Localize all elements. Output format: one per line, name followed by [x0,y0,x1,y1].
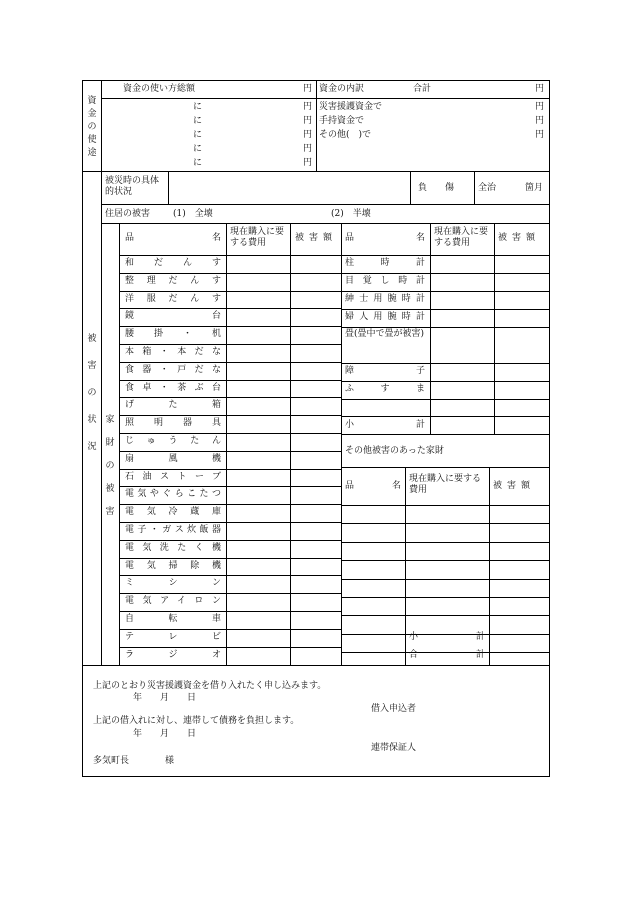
col-line [474,171,475,204]
row-line [119,344,341,345]
row-line [341,523,549,524]
house-damage-label: 住居の被害 [105,209,151,219]
right-subtotal-label [345,420,425,431]
left-item-name: 電気アイロン [125,596,221,607]
col-cost-header: 現在購入に要する費用 [434,227,489,248]
left-item-name: テレビ [125,631,221,642]
left-item-name: 扇風機 [125,453,221,464]
row-line [119,273,341,274]
left-item-label [125,614,221,625]
other-items-label: その他被害のあった家財 [345,446,444,456]
usage-yen: 円 [303,158,313,168]
left-item-label [125,294,221,305]
left-item-name: 電気掃除機 [125,560,221,571]
usage-yen: 円 [303,116,313,126]
usage-ni: に [193,158,203,168]
left-item-label [125,596,221,607]
row-line [119,380,341,381]
household-side-label: 家財の被害 [105,415,115,517]
left-item-label [125,650,221,661]
left-item-name: 照明器具 [125,418,221,429]
guarantee-statement: 上記の借入れに対し、連帯して債務を負担します。 [93,716,300,726]
row-line [341,467,549,468]
row-line [341,597,549,598]
col-cost-header: 現在購入に要する費用 [409,474,482,495]
situation-label: 被災時の具体的状況 [105,176,160,197]
row-line [341,291,549,292]
usage-yen: 円 [303,144,313,154]
breakdown-total-yen: 円 [535,84,545,94]
right-item-label [345,384,425,395]
usage-total-yen: 円 [303,84,313,94]
right-item-label [345,366,425,377]
side-label-divider [101,81,102,171]
col-line [405,467,406,665]
right-item-name: 婦人用腕時計 [345,312,425,322]
row-line [341,560,549,561]
left-item-label [125,383,221,394]
col-line [119,223,120,665]
months-label: 箇月 [525,183,544,193]
left-item-name: 整理だんす [125,275,221,286]
left-item-label [125,454,221,465]
row-line [119,486,341,487]
usage-total-label: 資金の使い方総額 [123,84,196,94]
left-item-name: 食卓・茶ぶ台 [125,382,221,393]
row-line [341,579,549,580]
col-damage-header: 被害額 [498,233,541,243]
row-line [119,540,341,541]
right-item-label [345,312,425,323]
right-item-name: 目覚し時計 [345,276,425,286]
row-line [119,522,341,523]
left-item-name: 自転車 [125,614,221,624]
left-item-label [125,276,221,287]
loan-application-form [82,80,550,777]
breakdown-total-label: 合計 [413,84,432,94]
applicant-label: 借入申込者 [371,704,417,714]
row-line [119,575,341,576]
col-cost-header: 現在購入に要する費用 [230,227,285,248]
row-line [101,223,549,224]
breakdown-yen: 円 [535,102,545,112]
left-item-label [125,507,221,518]
row-line [341,434,549,435]
row-line [341,381,549,382]
recovery-label: 全治 [478,183,497,193]
left-item-label [125,311,221,322]
right-item-name: ふすま [345,384,425,394]
left-item-label [125,329,221,340]
row-line [341,416,549,417]
usage-ni: に [193,102,203,112]
col-line [168,171,169,204]
col-line [226,223,227,665]
left-item-label [125,365,221,376]
row-line [119,558,341,559]
left-item-name: 石油ストーブ [125,471,221,482]
side-label-divider [101,171,102,665]
row-line [119,504,341,505]
row-line [119,326,341,327]
breakdown-item: 手持資金で [319,116,365,126]
row-line [119,362,341,363]
funds-header-line [101,98,549,99]
application-date: 年 月 日 [133,693,197,703]
left-item-name: 腰掛・机 [125,329,221,340]
left-item-name: 電気洗たく機 [125,542,221,553]
row-line [341,255,549,256]
application-statement: 上記のとおり災害援護資金を借り入れたく申し込みます。 [93,681,327,691]
row-line [119,469,341,470]
breakdown-yen: 円 [535,116,545,126]
left-item-name: 本箱・本だな [125,347,221,357]
left-item-label [125,543,221,554]
left-item-name: じゅうたん [125,436,221,446]
col-line [489,467,490,665]
left-item-label [125,489,221,500]
left-item-name: 電子・ガス炊飯器 [125,525,221,535]
left-item-label [125,632,221,643]
left-item-name: 洋服だんす [125,293,221,304]
left-item-label [125,472,221,483]
usage-ni: に [193,144,203,154]
row-line [101,204,549,205]
row-line [341,273,549,274]
left-item-label [125,436,221,447]
guarantor-label: 連帯保証人 [371,743,417,753]
breakdown-label: 資金の内訳 [319,84,365,94]
col-line [410,171,411,204]
row-line [341,363,549,364]
right-item-name: 紳士用腕時計 [345,294,425,304]
usage-ni: に [193,130,203,140]
left-item-label [125,418,221,429]
house-option-half: (2) 半壊 [331,209,371,219]
grand-total-label: 合 計 [409,650,485,660]
row-line [119,647,341,648]
injury-label: 負 傷 [418,183,455,193]
right-item-label [345,294,425,305]
left-item-name: 食器・戸だな [125,364,221,375]
funds-side-label: 資金の使途 [87,96,97,158]
right-item-name: 柱時計 [345,258,425,268]
subtotal-text: 小 計 [345,420,425,430]
row-line [119,415,341,416]
left-item-name: ラジオ [125,649,221,660]
left-item-label [125,400,221,411]
row-line [341,542,549,543]
right-item-label [345,258,425,269]
left-item-label [125,578,221,589]
row-line [119,629,341,630]
left-item-label [125,347,221,358]
col-line [290,223,291,665]
house-option-total: (1) 全壊 [173,209,213,219]
section-divider [83,171,549,172]
breakdown-item: その他( )で [319,130,372,140]
col-damage-header: 被害額 [295,233,338,243]
funds-center-divider [316,81,317,171]
damage-side-label: 被害の状況 [87,334,97,452]
row-line [119,291,341,292]
row-line [341,615,549,616]
col-item-header: 品 名 [345,481,401,491]
row-line [119,451,341,452]
row-line [119,611,341,612]
right-item-name: 障子 [345,366,425,376]
section-divider [83,665,549,666]
left-item-name: ミシン [125,578,221,589]
addressee: 多気町長 様 [93,756,175,766]
guarantee-date: 年 月 日 [133,729,197,739]
left-item-name: 和だんす [125,258,221,268]
breakdown-yen: 円 [535,130,545,140]
row-line [119,593,341,594]
col-item-header: 品 名 [345,233,425,243]
col-item-header: 品 名 [125,233,221,243]
row-line [341,399,549,400]
row-line [341,309,549,310]
row-line [119,433,341,434]
right-item-label [345,276,425,287]
usage-yen: 円 [303,130,313,140]
row-line [341,327,549,328]
row-line [119,397,341,398]
breakdown-item: 災害援護資金で [319,102,383,112]
left-item-label [125,525,221,536]
row-line [341,505,549,506]
col-damage-header: 被害額 [493,481,536,491]
left-item-name: 電気やぐらこたつ [125,489,221,500]
other-subtotal-label: 小 計 [409,632,485,642]
usage-ni: に [193,116,203,126]
right-item-name: 畳(畳中で畳が被害) [345,329,425,339]
left-item-name: げた箱 [125,400,221,411]
left-item-label [125,258,221,269]
usage-yen: 円 [303,102,313,112]
left-item-name: 電気冷蔵庫 [125,507,221,518]
left-item-name: 鏡台 [125,311,221,322]
col-line [341,223,342,665]
row-line [119,308,341,309]
left-item-label [125,561,221,572]
